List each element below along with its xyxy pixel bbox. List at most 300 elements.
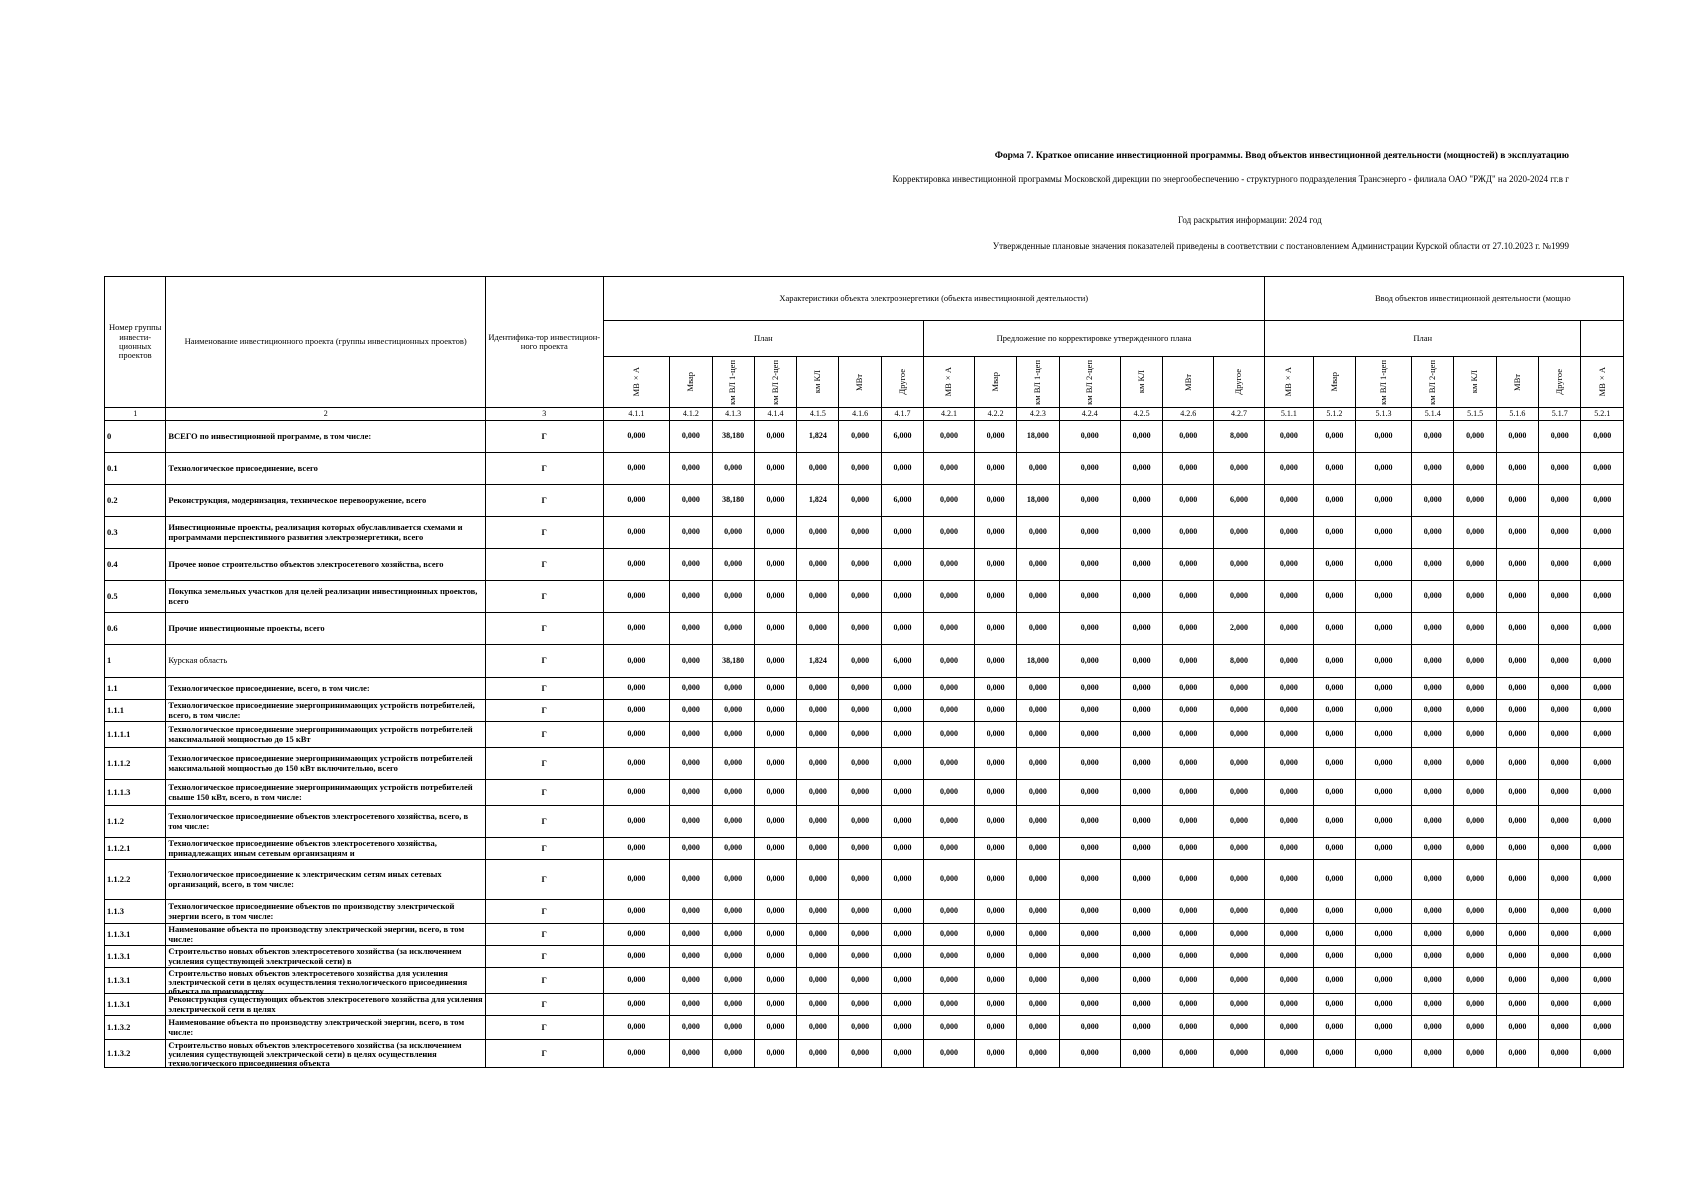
value-cell: 0,000 [881,581,923,613]
value-cell: 0,000 [1412,1016,1454,1040]
value-cell: 0,000 [839,453,881,485]
value-cell: 0,000 [1059,485,1120,517]
value-cell: 6,000 [881,421,923,453]
unit-header [1581,357,1624,408]
value-cell: 0,000 [881,924,923,946]
value-cell: 0,000 [1163,421,1214,453]
value-cell: 0,000 [1163,613,1214,645]
table-row [105,806,1624,838]
value-cell: 0,000 [754,678,796,700]
value-cell: 0,000 [1355,645,1411,678]
value-cell: 0,000 [797,806,839,838]
value-cell: 0,000 [1163,946,1214,968]
unit-header [881,357,923,408]
value-cell: 0,000 [670,900,712,924]
value-cell: 0,000 [881,900,923,924]
value-cell: 0,000 [924,860,975,900]
unit-header [1539,357,1581,408]
value-cell: 0,000 [1264,900,1313,924]
value-cell: 0,000 [1017,613,1059,645]
row-code: 1.1.3.1 [105,946,166,968]
value-cell: 0,000 [1163,700,1214,722]
value-cell: 0,000 [839,780,881,806]
value-cell: 0,000 [1412,1040,1454,1068]
value-cell: 0,000 [974,421,1016,453]
value-cell: 0,000 [1355,549,1411,581]
value-cell: 0,000 [1313,806,1355,838]
value-cell: 0,000 [754,453,796,485]
value-cell: 0,000 [1120,806,1162,838]
value-cell: 0,000 [754,968,796,994]
value-cell: 0,000 [1496,900,1538,924]
value-cell: 0,000 [1264,806,1313,838]
value-cell: 0,000 [603,581,670,613]
value-cell: 0,000 [1059,581,1120,613]
row-name [166,946,486,968]
table-row [105,924,1624,946]
value-cell: 0,000 [1496,860,1538,900]
unit-header [1412,357,1454,408]
value-cell: 0,000 [1581,517,1624,549]
value-cell: 0,000 [1017,968,1059,994]
value-cell: 0,000 [924,994,975,1016]
value-cell: 0,000 [1581,613,1624,645]
index-cell: 4.1.3 [712,408,754,421]
value-cell: 0,000 [1539,517,1581,549]
value-cell: 0,000 [603,1016,670,1040]
value-cell: 0,000 [839,678,881,700]
row-name [166,1040,486,1068]
value-cell: 0,000 [797,678,839,700]
row-name [166,748,486,780]
value-cell: 0,000 [1412,924,1454,946]
value-cell: 0,000 [1059,860,1120,900]
value-cell: 0,000 [924,780,975,806]
value-cell: 0,000 [1120,549,1162,581]
row-name-text: Строительство новых объектов электросетевого хозяйства (за исключением усиления существующей электрической сети) в [168,946,462,966]
value-cell: 0,000 [1412,421,1454,453]
value-cell: 0,000 [974,924,1016,946]
value-cell: 0,000 [797,722,839,748]
value-cell: 0,000 [712,1040,754,1068]
row-identifier: Г [486,700,603,722]
unit-label: км ВЛ 1-цеп [1377,359,1388,405]
header-group-number: Номер группы инвести-ционных проектов [105,277,166,408]
value-cell: 0,000 [1496,1016,1538,1040]
value-cell: 0,000 [839,946,881,968]
row-code: 1.1.3.1 [105,968,166,994]
value-cell: 0,000 [839,838,881,860]
unit-header [603,357,670,408]
value-cell: 0,000 [1120,994,1162,1016]
value-cell: 0,000 [1581,1016,1624,1040]
value-cell: 0,000 [1017,722,1059,748]
table-viewport [104,276,1612,1082]
value-cell: 0,000 [1214,860,1265,900]
index-row [105,408,1624,421]
index-cell: 1 [105,408,166,421]
value-cell: 0,000 [1496,924,1538,946]
row-code: 0 [105,421,166,453]
index-cell: 5.1.1 [1264,408,1313,421]
value-cell: 0,000 [1313,900,1355,924]
value-cell: 0,000 [881,549,923,581]
value-cell: 0,000 [1264,549,1313,581]
row-identifier: Г [486,994,603,1016]
value-cell: 0,000 [670,700,712,722]
value-cell: 0,000 [797,900,839,924]
value-cell: 0,000 [1313,453,1355,485]
value-cell: 0,000 [797,968,839,994]
value-cell: 0,000 [712,946,754,968]
value-cell: 0,000 [839,613,881,645]
value-cell: 0,000 [1264,678,1313,700]
row-identifier: Г [486,924,603,946]
value-cell: 6,000 [881,485,923,517]
value-cell: 0,000 [712,838,754,860]
value-cell: 0,000 [881,613,923,645]
table-row [105,549,1624,581]
value-cell: 0,000 [670,613,712,645]
value-cell: 0,000 [924,421,975,453]
value-cell: 0,000 [1539,860,1581,900]
index-cell: 4.2.1 [924,408,975,421]
value-cell: 0,000 [712,1016,754,1040]
value-cell: 0,000 [924,968,975,994]
row-name-text: Технологическое присоединение энергопринимающих устройств потребителей свыше 150 кВт, всего, в том числе: [168,782,473,802]
value-cell: 0,000 [603,517,670,549]
value-cell: 0,000 [1412,517,1454,549]
index-cell: 2 [166,408,486,421]
value-cell: 0,000 [603,700,670,722]
value-cell: 0,000 [1059,806,1120,838]
value-cell: 0,000 [1539,485,1581,517]
value-cell: 0,000 [974,994,1016,1016]
value-cell: 0,000 [670,994,712,1016]
value-cell: 0,000 [924,645,975,678]
value-cell: 0,000 [1059,453,1120,485]
row-name-text: Покупка земельных участков для целей реализации инвестиционных проектов, всего [168,586,478,606]
row-code: 1.1.2.1 [105,838,166,860]
value-cell: 0,000 [712,453,754,485]
value-cell: 0,000 [839,549,881,581]
row-identifier: Г [486,722,603,748]
value-cell: 0,000 [1017,1040,1059,1068]
row-code: 1.1.1.2 [105,748,166,780]
value-cell: 0,000 [1017,1016,1059,1040]
value-cell: 0,000 [839,421,881,453]
value-cell: 0,000 [754,748,796,780]
row-code: 0.3 [105,517,166,549]
value-cell: 0,000 [754,1016,796,1040]
value-cell: 0,000 [1264,748,1313,780]
value-cell: 0,000 [1017,453,1059,485]
value-cell: 0,000 [1214,549,1265,581]
value-cell: 0,000 [1264,860,1313,900]
value-cell: 0,000 [1059,700,1120,722]
value-cell: 0,000 [1496,517,1538,549]
row-identifier: Г [486,613,603,645]
value-cell: 0,000 [1496,485,1538,517]
value-cell: 0,000 [839,1040,881,1068]
table-row [105,748,1624,780]
value-cell: 0,000 [1412,700,1454,722]
value-cell: 0,000 [754,549,796,581]
table-row [105,581,1624,613]
value-cell: 0,000 [754,994,796,1016]
value-cell: 0,000 [1539,549,1581,581]
value-cell: 0,000 [603,838,670,860]
row-name-text: Реконструкция, модернизация, техническое перевооружение, всего [168,494,427,505]
value-cell: 0,000 [670,549,712,581]
value-cell: 0,000 [1539,900,1581,924]
value-cell: 0,000 [1264,1040,1313,1068]
value-cell: 0,000 [603,485,670,517]
value-cell: 0,000 [1454,1016,1496,1040]
unit-header [712,357,754,408]
value-cell: 0,000 [974,1040,1016,1068]
value-cell: 0,000 [670,421,712,453]
value-cell: 0,000 [670,1040,712,1068]
value-cell: 0,000 [1539,806,1581,838]
value-cell: 0,000 [1539,780,1581,806]
index-cell: 4.2.7 [1214,408,1265,421]
value-cell: 0,000 [1163,581,1214,613]
value-cell: 0,000 [974,517,1016,549]
row-code: 1.1.3.2 [105,1040,166,1068]
value-cell: 0,000 [1313,1040,1355,1068]
value-cell: 0,000 [670,722,712,748]
value-cell: 0,000 [1313,722,1355,748]
value-cell: 0,000 [1412,806,1454,838]
value-cell: 0,000 [974,453,1016,485]
row-name-text: Технологическое присоединение объектов электросетевого хозяйства, принадлежащих иным сетевым организациям и [168,838,437,858]
value-cell: 0,000 [1059,946,1120,968]
value-cell: 0,000 [1412,748,1454,780]
value-cell: 0,000 [603,722,670,748]
value-cell: 0,000 [1163,924,1214,946]
value-cell: 0,000 [797,700,839,722]
value-cell: 0,000 [1163,722,1214,748]
value-cell: 0,000 [670,946,712,968]
table-row [105,485,1624,517]
value-cell: 0,000 [1264,1016,1313,1040]
value-cell: 0,000 [754,924,796,946]
row-code: 1.1.3.1 [105,924,166,946]
value-cell: 0,000 [1496,806,1538,838]
value-cell: 0,000 [670,968,712,994]
value-cell: 0,000 [1355,860,1411,900]
value-cell: 0,000 [712,517,754,549]
value-cell: 0,000 [1059,722,1120,748]
value-cell: 0,000 [839,517,881,549]
value-cell: 0,000 [1539,700,1581,722]
row-name-text: Инвестиционные проекты, реализация которых обуславливается схемами и программами перспективного развития электроэнергетики, всего [168,522,463,542]
value-cell: 0,000 [1355,485,1411,517]
table-row [105,722,1624,748]
value-cell: 0,000 [603,645,670,678]
value-cell: 0,000 [754,946,796,968]
row-code: 1.1.2 [105,806,166,838]
row-name [166,967,486,997]
value-cell: 0,000 [1059,900,1120,924]
value-cell: 0,000 [1355,1040,1411,1068]
index-cell: 4.1.2 [670,408,712,421]
value-cell: 0,000 [1581,924,1624,946]
value-cell: 0,000 [974,1016,1016,1040]
value-cell: 0,000 [1355,968,1411,994]
value-cell: 0,000 [1539,968,1581,994]
value-cell: 0,000 [797,613,839,645]
value-cell: 0,000 [1264,994,1313,1016]
value-cell: 0,000 [1214,838,1265,860]
value-cell: 0,000 [797,924,839,946]
value-cell: 0,000 [1017,581,1059,613]
value-cell: 0,000 [1313,485,1355,517]
row-name-text: Технологическое присоединение энергопринимающих устройств потребителей максимальной мощностью до 150 кВт включительно, всего [168,753,473,773]
unit-header [974,357,1016,408]
unit-label: МВ×А [1283,367,1294,397]
value-cell: 0,000 [1454,1040,1496,1068]
value-cell: 0,000 [670,645,712,678]
value-cell: 0,000 [924,806,975,838]
value-cell: 0,000 [1059,780,1120,806]
index-cell: 5.1.4 [1412,408,1454,421]
row-name [166,678,486,700]
row-name [166,549,486,581]
value-cell: 0,000 [881,838,923,860]
value-cell: 0,000 [1017,517,1059,549]
value-cell: 0,000 [754,517,796,549]
value-cell: 0,000 [1264,700,1313,722]
value-cell: 0,000 [797,860,839,900]
table-row [105,700,1624,722]
unit-label: Другое [1233,369,1244,395]
value-cell: 0,000 [603,860,670,900]
value-cell: 0,000 [1313,645,1355,678]
table-row [105,780,1624,806]
index-cell: 5.1.2 [1313,408,1355,421]
value-cell: 0,000 [754,581,796,613]
value-cell: 0,000 [1163,678,1214,700]
value-cell: 0,000 [1539,678,1581,700]
row-name [166,900,486,924]
row-code: 1.1 [105,678,166,700]
value-cell: 0,000 [1539,994,1581,1016]
value-cell: 0,000 [1539,453,1581,485]
value-cell: 0,000 [1496,780,1538,806]
value-cell: 0,000 [974,645,1016,678]
value-cell: 0,000 [924,581,975,613]
value-cell: 0,000 [1163,780,1214,806]
row-identifier: Г [486,748,603,780]
value-cell: 0,000 [1581,806,1624,838]
row-code: 0.1 [105,453,166,485]
value-cell: 0,000 [974,860,1016,900]
row-name-text: Курская область [168,655,228,666]
value-cell: 0,000 [1214,453,1265,485]
value-cell: 38,180 [712,421,754,453]
value-cell: 0,000 [1264,946,1313,968]
value-cell: 0,000 [712,924,754,946]
unit-header [1454,357,1496,408]
value-cell: 0,000 [1120,924,1162,946]
unit-header [1120,357,1162,408]
value-cell: 0,000 [603,994,670,1016]
unit-label: МВ×А [630,367,641,397]
value-cell: 0,000 [712,900,754,924]
value-cell: 0,000 [1059,994,1120,1016]
value-cell: 0,000 [1163,549,1214,581]
value-cell: 0,000 [881,780,923,806]
value-cell: 0,000 [1313,1016,1355,1040]
value-cell: 0,000 [1412,581,1454,613]
row-name [166,838,486,860]
value-cell: 0,000 [670,806,712,838]
value-cell: 0,000 [1355,806,1411,838]
value-cell: 0,000 [1059,549,1120,581]
value-cell: 0,000 [1059,613,1120,645]
form-title: Форма 7. Краткое описание инвестиционной программы. Ввод объектов инвестиционной деятельности (мощностей) в эксплуатацию [994,151,1569,161]
unit-label: км ВЛ 2-цеп [1084,359,1095,405]
value-cell: 0,000 [1214,806,1265,838]
value-cell: 0,000 [1120,748,1162,780]
value-cell: 0,000 [1496,1040,1538,1068]
value-cell: 0,000 [1313,994,1355,1016]
row-name [166,780,486,806]
value-cell: 0,000 [603,806,670,838]
value-cell: 0,000 [1313,780,1355,806]
value-cell: 0,000 [1017,678,1059,700]
value-cell: 0,000 [974,946,1016,968]
value-cell: 0,000 [881,678,923,700]
value-cell: 0,000 [924,517,975,549]
value-cell: 0,000 [974,613,1016,645]
row-name [166,453,486,485]
header-proposal: Предложение по корректировке утвержденного плана [924,321,1265,357]
row-identifier: Г [486,968,603,994]
investment-table [104,276,1624,1068]
value-cell: 0,000 [1313,748,1355,780]
value-cell: 0,000 [1264,613,1313,645]
value-cell: 0,000 [1412,613,1454,645]
row-code: 1 [105,645,166,678]
table-row [105,968,1624,994]
value-cell: 0,000 [1163,806,1214,838]
table-row [105,645,1624,678]
value-cell: 0,000 [924,700,975,722]
value-cell: 0,000 [974,678,1016,700]
value-cell: 0,000 [1581,549,1624,581]
value-cell: 0,000 [712,968,754,994]
value-cell: 0,000 [603,946,670,968]
row-name-text: Технологическое присоединение, всего, в том числе: [168,682,370,693]
value-cell: 0,000 [1496,946,1538,968]
value-cell: 0,000 [881,946,923,968]
value-cell: 0,000 [754,900,796,924]
table-row [105,994,1624,1016]
value-cell: 0,000 [1496,838,1538,860]
value-cell: 0,000 [1412,946,1454,968]
value-cell: 0,000 [1313,421,1355,453]
value-cell: 0,000 [881,994,923,1016]
value-cell: 0,000 [1496,645,1538,678]
value-cell: 0,000 [1059,968,1120,994]
row-identifier: Г [486,780,603,806]
index-cell: 3 [486,408,603,421]
value-cell: 0,000 [1120,485,1162,517]
value-cell: 0,000 [924,613,975,645]
